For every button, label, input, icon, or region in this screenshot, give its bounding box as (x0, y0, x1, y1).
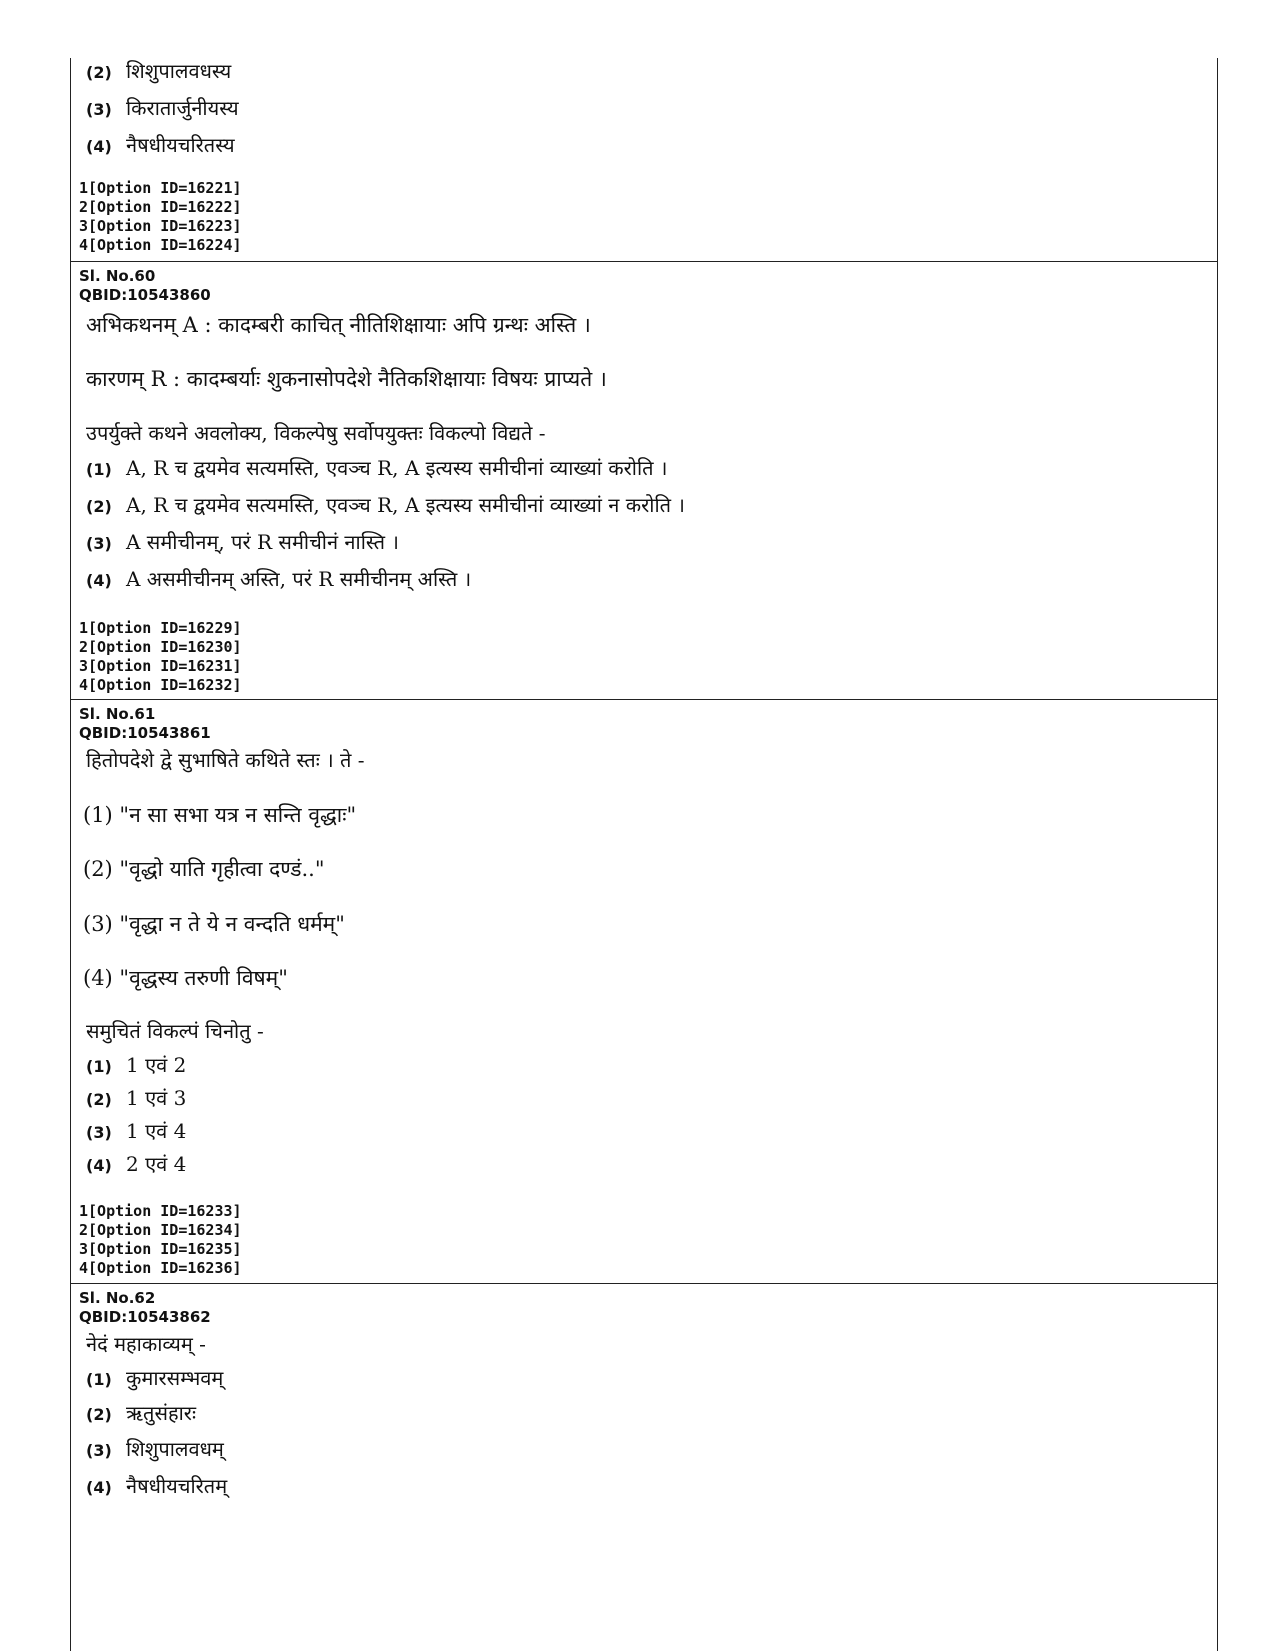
option-number: (4) (86, 1156, 112, 1175)
option-2 (86, 1400, 196, 1428)
option-number: (1) (86, 460, 112, 479)
instruction-text: उपर्युक्ते कथने अवलोक्य, विकल्पेषु सर्वोपयुक्तः विकल्पो विद्यते - (86, 421, 546, 445)
option-number: (2) (86, 1090, 112, 1109)
serial-number: Sl. No.62 (79, 1289, 156, 1307)
option-1 (86, 455, 668, 483)
option-id: 3[Option ID=16231] (79, 657, 242, 675)
question-stem: नेदं महाकाव्यम् - (86, 1332, 206, 1356)
option-4 (86, 566, 471, 594)
option-text: नैषधीयचरितस्य (126, 133, 235, 157)
option-id: 1[Option ID=16221] (79, 179, 242, 197)
option-text: कुमारसम्भवम् (126, 1366, 224, 1390)
question-59-tail (71, 58, 1217, 261)
option-id: 2[Option ID=16230] (79, 638, 242, 656)
option-id-list (79, 1202, 242, 1278)
option-number: (2) (86, 1405, 112, 1424)
option-id: 1[Option ID=16229] (79, 619, 242, 637)
option-id: 4[Option ID=16236] (79, 1259, 242, 1277)
option-id-list (79, 619, 242, 695)
option-2 (86, 492, 685, 520)
option-3 (86, 1118, 186, 1146)
statement-3: (3) "वृद्धा न ते ये न वन्दति धर्मम्" (83, 912, 345, 936)
option-text: शिशुपालवधम् (126, 1437, 224, 1461)
option-2 (86, 1085, 186, 1113)
option-text: A, R च द्वयमेव सत्यमस्ति, एवञ्च R, A इत्यस्य समीचीनां व्याख्यां न करोति । (126, 493, 685, 517)
option-number: (3) (86, 534, 112, 553)
option-3 (86, 95, 239, 123)
serial-number: Sl. No.61 (79, 705, 156, 723)
option-text: 2 एवं 4 (126, 1152, 187, 1176)
option-2 (86, 58, 231, 86)
option-text: शिशुपालवधस्य (126, 59, 232, 83)
option-text: 1 एवं 3 (126, 1086, 187, 1110)
option-number: (1) (86, 1370, 112, 1389)
instruction-text: समुचितं विकल्पं चिनोतु - (86, 1019, 264, 1043)
question-61 (71, 699, 1217, 1283)
option-text: A समीचीनम्, परं R समीचीनं नास्ति । (126, 530, 400, 554)
option-id: 4[Option ID=16224] (79, 236, 242, 254)
option-id: 4[Option ID=16232] (79, 676, 242, 694)
option-id: 2[Option ID=16234] (79, 1221, 242, 1239)
option-number: (1) (86, 1057, 112, 1076)
option-text: A, R च द्वयमेव सत्यमस्ति, एवञ्च R, A इत्यस्य समीचीनां व्याख्यां करोति । (126, 456, 668, 480)
option-number: (3) (86, 1123, 112, 1142)
option-text: 1 एवं 2 (126, 1053, 187, 1077)
option-4 (86, 132, 235, 160)
option-number: (4) (86, 1478, 112, 1497)
question-bank-id: QBID:10543862 (79, 1308, 211, 1326)
option-text: नैषधीयचरितम् (126, 1474, 228, 1498)
option-text: A असमीचीनम् अस्ति, परं R समीचीनम् अस्ति । (126, 567, 472, 591)
reason-text: कारणम् R : कादम्बर्याः शुकनासोपदेशे नैतिकशिक्षायाः विषयः प्राप्यते । (86, 367, 607, 391)
option-number: (4) (86, 137, 112, 156)
option-number: (4) (86, 571, 112, 590)
option-id: 3[Option ID=16223] (79, 217, 242, 235)
option-1 (86, 1365, 223, 1393)
assertion-text: अभिकथनम् A : कादम्बरी काचित् नीतिशिक्षायाः अपि ग्रन्थः अस्ति । (86, 313, 591, 337)
option-id-list (79, 179, 242, 255)
option-id: 3[Option ID=16235] (79, 1240, 242, 1258)
option-number: (2) (86, 497, 112, 516)
option-number: (2) (86, 63, 112, 82)
statement-1: (1) "न सा सभा यत्र न सन्ति वृद्धाः" (83, 803, 357, 827)
option-text: ऋतुसंहारः (126, 1401, 196, 1425)
question-60 (71, 261, 1217, 699)
option-number: (3) (86, 100, 112, 119)
option-4 (86, 1473, 227, 1501)
question-bank-id: QBID:10543861 (79, 724, 211, 742)
option-id: 1[Option ID=16233] (79, 1202, 242, 1220)
statement-4: (4) "वृद्धस्य तरुणी विषम्" (83, 966, 288, 990)
option-4 (86, 1151, 186, 1179)
option-3 (86, 529, 399, 557)
option-1 (86, 1052, 186, 1080)
serial-number: Sl. No.60 (79, 267, 156, 285)
option-id: 2[Option ID=16222] (79, 198, 242, 216)
option-3 (86, 1436, 224, 1464)
option-number: (3) (86, 1441, 112, 1460)
question-bank-id: QBID:10543860 (79, 286, 211, 304)
option-text: 1 एवं 4 (126, 1119, 187, 1143)
statement-2: (2) "वृद्धो याति गृहीत्वा दण्डं.." (83, 857, 325, 881)
question-paper-frame (70, 58, 1218, 1651)
question-stem: हितोपदेशे द्वे सुभाषिते कथिते स्तः । ते - (86, 748, 365, 772)
question-62 (71, 1283, 1217, 1651)
option-text: किरातार्जुनीयस्य (126, 96, 239, 120)
